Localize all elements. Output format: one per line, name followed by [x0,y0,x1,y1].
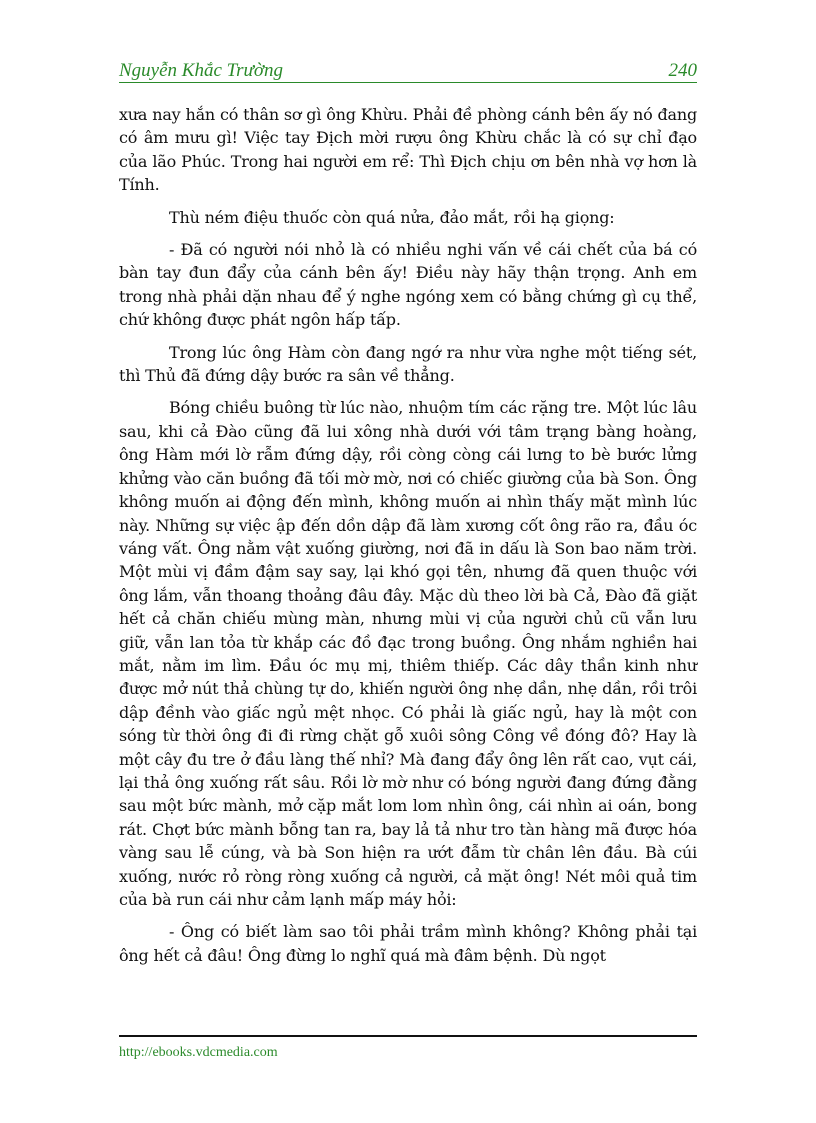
header-page-number: 240 [668,60,697,81]
paragraph-3: - Đã có người nói nhỏ là có nhiều nghi vấn về cái chết của bá có bàn tay đun đẩy của cánh bên ấy! Điều này hãy thận trọng. Anh em trong nhà phải dặn nhau để ý nghe ngóng xem có bằng chứng gì cụ thể, chứ không được phát ngôn hấp tấp. [119,240,697,330]
paragraph-5: Bóng chiều buông từ lúc nào, nhuộm tím các rặng tre. Một lúc lâu sau, khi cả Đào cũng đã lui xông nhà dưới với tâm trạng bàng hoàng, ông Hàm mới lờ rẫm đứng dậy, rồi còng còng cái lưng to bè bước lửng khửng vào căn buồng đã tối mờ mờ, nơi có chiếc giường của bà Son. Ông không muốn ai động đến mình, không muốn ai nhìn thấy mặt mình lúc này. Những sự việc ập đến dồn dập đã làm xương cốt ông rão ra, đầu óc váng vất. Ông nằm vật xuống giường, nơi đã in dấu là Son bao năm trời. Một mùi vị đầm đậm say say, lại khó gọi tên, nhưng đã quen thuộc với ông lắm, vẫn thoang thoảng đâu đây. Mặc dù theo lời bà Cả, Đào đã giặt hết cả chăn chiếu mùng màn, nhưng mùi vị của người chủ cũ vẫn lưu giữ, vẫn lan tỏa từ khắp các đồ đạc trong buồng. Ông nhắm nghiền hai mắt, nằm im lìm. Đầu óc mụ mị, thiêm thiếp. Các dây thần kinh như được mở nút thả chùng tự do, khiến người ông nhẹ dần, nhẹ dần, rồi trôi dập đềnh vào giấc ngủ mệt nhọc. Có phải là giấc ngủ, hay là một con sóng từ thời ông đi đi rừng chặt gỗ xuôi sông Công về đóng đô? Hay là một cây đu tre ở đầu làng thế nhỉ? Mà đang đẩy ông lên rất cao, vụt cái, lại thả ông xuống rất sâu. Rồi lờ mờ như có bóng người đang đứng đằng sau một bức mành, mở cặp mắt lom lom nhìn ông, cái nhìn ai oán, bong rát. Chợt bức mành bỗng tan ra, bay lả tả như tro tàn hàng mã được hóa vàng sau lễ cúng, và bà Son hiện ra ướt đẫm từ chân lên đầu. Bà cúi xuống, nước rỏ ròng ròng xuống cả người, cả mặt ông! Nét môi quả tim của bà run cái như cảm lạnh mấp máy hỏi: [119,398,697,909]
paragraph-6: - Ông có biết làm sao tôi phải trầm mình không? Không phải tại ông hết cả đâu! Ông đừng lo nghĩ quá mà đâm bệnh. Dù ngọt [119,922,697,965]
footer-divider [119,1035,697,1037]
footer-url: http://ebooks.vdcmedia.com [119,1045,278,1060]
page-body [119,103,697,976]
header-author: Nguyễn Khắc Trường [119,60,284,81]
paragraph-1: xưa nay hắn có thân sơ gì ông Khừu. Phải đề phòng cánh bên ấy nó đang có âm mưu gì! Việc tay Địch mời rượu ông Khừu chắc là có sự chỉ đạo của lão Phúc. Trong hai người em rể: Thì Địch chịu ơn bên nhà vợ hơn là Tính. [119,105,697,195]
paragraph-2: Thù ném điệu thuốc còn quá nửa, đảo mắt, rồi hạ giọng: [169,207,615,227]
page-header [119,60,697,83]
paragraph-4: Trong lúc ông Hàm còn đang ngớ ra như vừa nghe một tiếng sét, thì Thủ đã đứng dậy bước ra sân về thẳng. [119,342,697,386]
